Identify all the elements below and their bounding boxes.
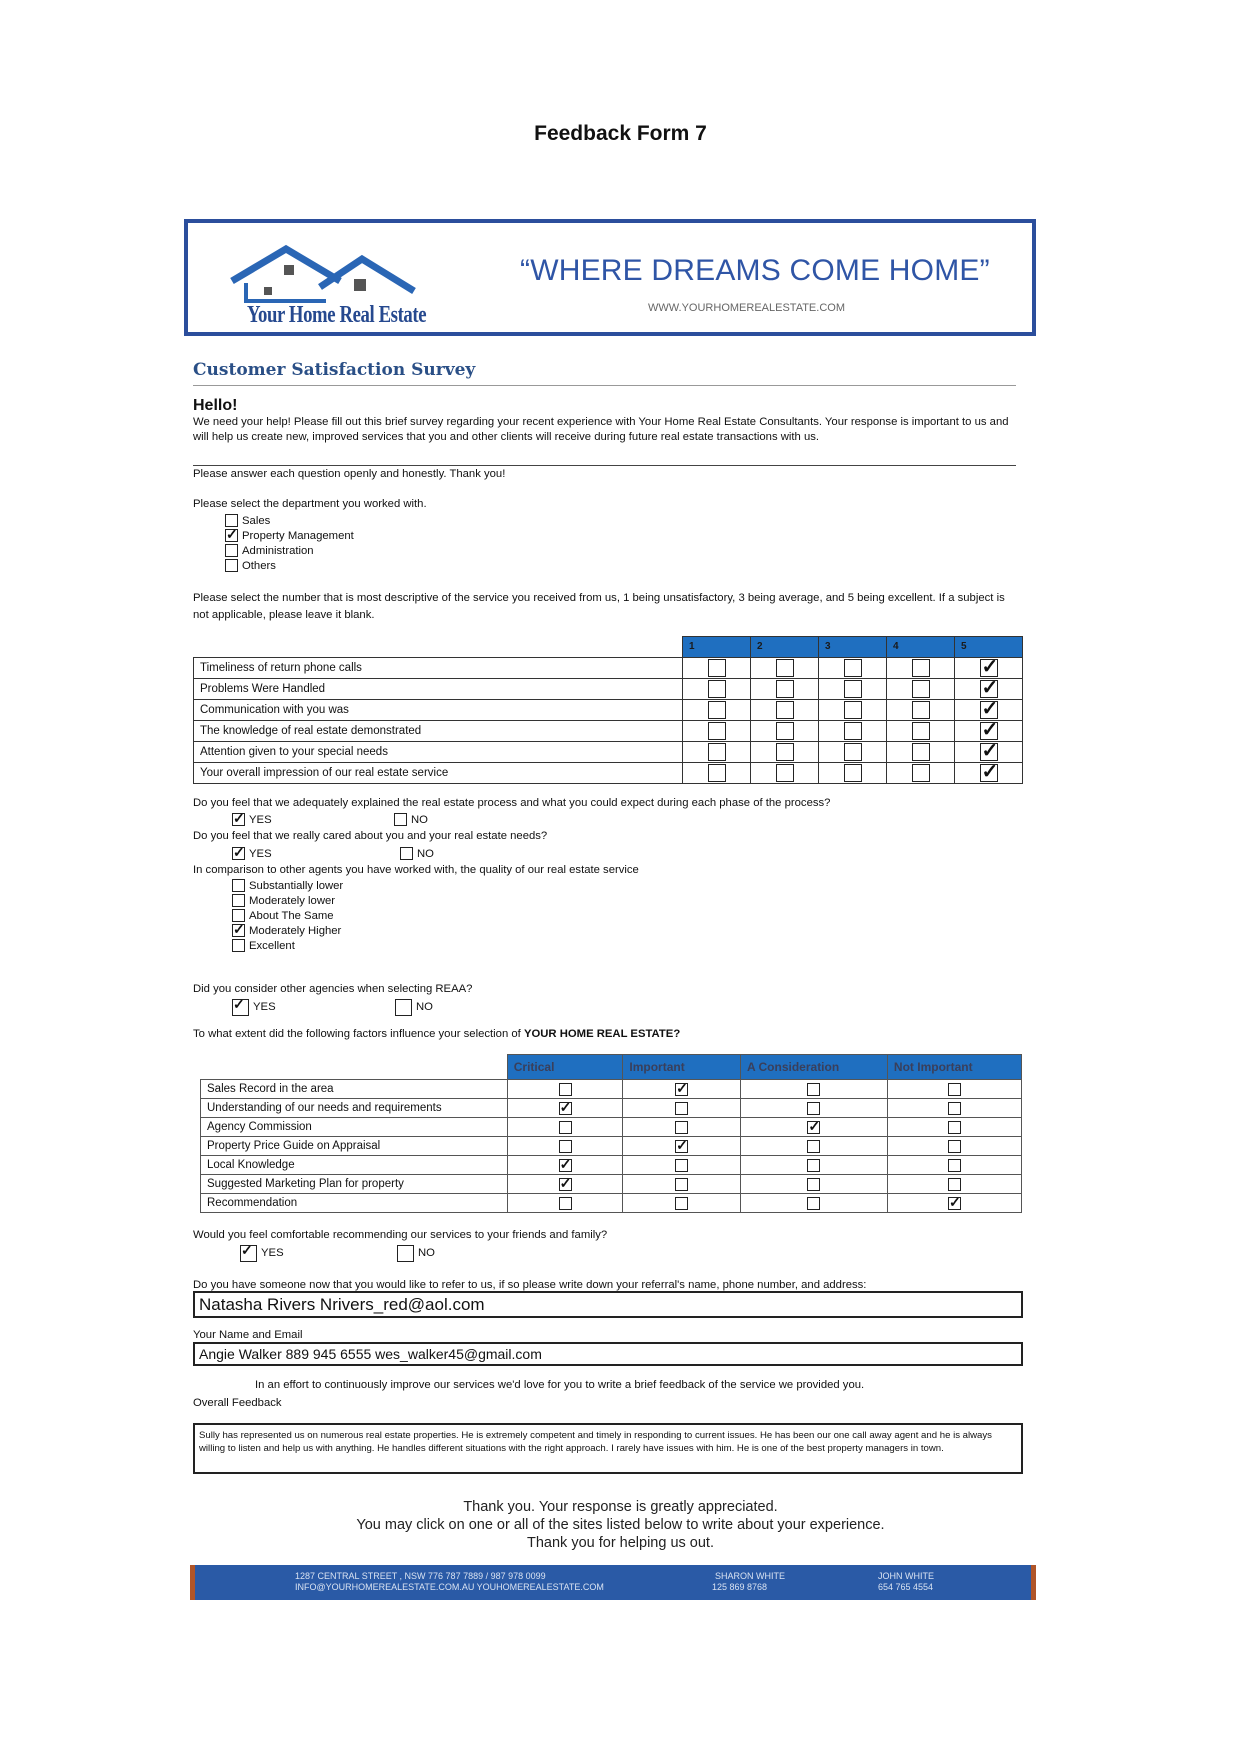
factor-checkbox[interactable] (807, 1159, 820, 1172)
checkbox[interactable] (240, 1245, 257, 1262)
factor-cell (740, 1137, 887, 1156)
rating-cell (683, 699, 751, 720)
factor-row-label: Sales Record in the area (201, 1080, 508, 1099)
factor-checkbox[interactable] (948, 1178, 961, 1191)
title-divider (193, 385, 1016, 386)
checkbox[interactable] (232, 847, 245, 860)
comparison-option[interactable]: About The Same (232, 908, 343, 923)
factor-cell (887, 1137, 1021, 1156)
rating-checkbox[interactable] (776, 764, 794, 782)
referral-field[interactable]: Natasha Rivers Nrivers_red@aol.com (193, 1291, 1023, 1318)
factor-row (201, 1080, 1022, 1099)
rating-checkbox[interactable] (844, 680, 862, 698)
rating-col-header: 4 (887, 637, 955, 658)
department-option[interactable]: Administration (225, 543, 354, 558)
rating-cell (819, 657, 887, 678)
factor-checkbox[interactable] (948, 1159, 961, 1172)
factor-checkbox[interactable] (807, 1102, 820, 1115)
factor-row (201, 1118, 1022, 1137)
factor-cell (507, 1099, 623, 1118)
factor-cell (623, 1175, 741, 1194)
rating-checkbox[interactable] (912, 743, 930, 761)
rating-checkbox[interactable] (912, 701, 930, 719)
thanks-line: You may click on one or all of the sites listed below to write about your experience. (356, 1517, 885, 1533)
rating-row (194, 678, 1023, 699)
factor-checkbox[interactable] (948, 1197, 961, 1210)
referral-question: Do you have someone now that you would like to refer to us, if so please write down your referral's name, phone number, and address: (193, 1279, 867, 1291)
factor-cell (507, 1175, 623, 1194)
cared-no[interactable]: NO (400, 846, 434, 861)
recommend-yes[interactable]: ✓ YES (240, 1244, 284, 1262)
recommend-no[interactable]: NO (397, 1244, 435, 1262)
rating-cell (955, 678, 1023, 699)
factor-checkbox[interactable] (559, 1140, 572, 1153)
factor-checkbox[interactable] (675, 1083, 688, 1096)
checkbox[interactable] (225, 559, 238, 572)
rating-cell (955, 741, 1023, 762)
survey-title: Customer Satisfaction Survey (193, 360, 476, 380)
rating-checkbox[interactable] (844, 764, 862, 782)
rating-cell (683, 657, 751, 678)
comparison-option[interactable]: ✓ Moderately Higher (232, 923, 343, 938)
checkbox[interactable] (232, 894, 245, 907)
tagline: “WHERE DREAMS COME HOME” (520, 254, 990, 287)
factor-checkbox[interactable] (948, 1102, 961, 1115)
rating-cell (683, 720, 751, 741)
factor-cell (507, 1137, 623, 1156)
rating-checkbox[interactable] (980, 764, 998, 782)
rating-checkbox[interactable] (844, 659, 862, 677)
factor-cell (623, 1080, 741, 1099)
factor-checkbox[interactable] (807, 1197, 820, 1210)
factor-cell (740, 1175, 887, 1194)
rating-checkbox[interactable] (776, 743, 794, 761)
factor-checkbox[interactable] (675, 1159, 688, 1172)
factor-cell (623, 1099, 741, 1118)
factor-checkbox[interactable] (948, 1083, 961, 1096)
factor-row-label: Recommendation (201, 1194, 508, 1213)
rating-cell (819, 720, 887, 741)
factor-checkbox[interactable] (807, 1121, 820, 1134)
footer-address: 1287 CENTRAL STREET , NSW 776 787 7889 / 987 978 0099 (295, 1571, 546, 1581)
factor-checkbox[interactable] (559, 1159, 572, 1172)
rating-checkbox[interactable] (980, 722, 998, 740)
rating-checkbox[interactable] (776, 701, 794, 719)
rating-row (194, 657, 1023, 678)
factor-checkbox[interactable] (675, 1102, 688, 1115)
rating-checkbox[interactable] (844, 743, 862, 761)
rating-cell (955, 699, 1023, 720)
factor-cell (887, 1118, 1021, 1137)
rating-cell (887, 720, 955, 741)
factor-row-label: Property Price Guide on Appraisal (201, 1137, 508, 1156)
rating-cell (683, 741, 751, 762)
intro-divider (193, 465, 1016, 466)
comparison-option[interactable]: Moderately lower (232, 893, 343, 908)
rating-col-header: 1 (683, 637, 751, 658)
factor-checkbox[interactable] (948, 1140, 961, 1153)
rating-row-label: Your overall impression of our real estate service (194, 762, 683, 783)
factor-row-label: Suggested Marketing Plan for property (201, 1175, 508, 1194)
factor-checkbox[interactable] (807, 1083, 820, 1096)
comparison-question: In comparison to other agents you have worked with, the quality of our real estate service (193, 864, 639, 876)
factor-checkbox[interactable] (675, 1121, 688, 1134)
explained-yes[interactable]: ✓ YES (232, 812, 272, 827)
department-options (225, 513, 354, 573)
factor-col-header: Important (623, 1055, 741, 1080)
name-email-label: Your Name and Email (193, 1329, 303, 1341)
rating-checkbox[interactable] (912, 680, 930, 698)
checkbox[interactable] (394, 813, 407, 826)
factor-checkbox[interactable] (559, 1083, 572, 1096)
rating-cell (751, 762, 819, 783)
rating-checkbox[interactable] (776, 722, 794, 740)
factor-row (201, 1175, 1022, 1194)
rating-row-label: Attention given to your special needs (194, 741, 683, 762)
footer-contact-name: JOHN WHITE (878, 1571, 934, 1581)
rating-row (194, 741, 1023, 762)
factor-row (201, 1156, 1022, 1175)
agencies-no[interactable]: NO (395, 998, 433, 1016)
rating-row (194, 720, 1023, 741)
factor-rows (201, 1080, 1022, 1213)
checkbox[interactable] (232, 939, 245, 952)
factor-row-label: Understanding of our needs and requirements (201, 1099, 508, 1118)
rating-cell (955, 657, 1023, 678)
rating-col-header: 2 (751, 637, 819, 658)
rating-cell (751, 720, 819, 741)
rating-cell (683, 678, 751, 699)
rating-cell (887, 678, 955, 699)
factor-row (201, 1194, 1022, 1213)
rating-rows (194, 657, 1023, 783)
checkbox[interactable] (395, 999, 412, 1016)
footer-emails: INFO@YOURHOMEREALESTATE.COM.AU YOUHOMEREALESTATE.COM (295, 1582, 604, 1592)
brand-name: Your Home Real Estate (247, 302, 427, 328)
factors-question: To what extent did the following factors influence your selection of YOUR HOME REAL ESTATE? (193, 1028, 681, 1040)
factor-cell (740, 1099, 887, 1118)
rating-cell (819, 699, 887, 720)
explained-no[interactable]: NO (394, 812, 428, 827)
rating-col-header: 5 (955, 637, 1023, 658)
rating-row-label: Communication with you was (194, 699, 683, 720)
rating-checkbox[interactable] (708, 722, 726, 740)
agencies-question: Did you consider other agencies when selecting REAA? (193, 983, 473, 995)
checkbox[interactable] (225, 544, 238, 557)
factor-checkbox[interactable] (559, 1121, 572, 1134)
rating-checkbox[interactable] (912, 722, 930, 740)
footer-bar (190, 1565, 1036, 1600)
factor-row (201, 1099, 1022, 1118)
factor-checkbox[interactable] (807, 1140, 820, 1153)
rating-checkbox[interactable] (912, 659, 930, 677)
hello-heading: Hello! (193, 397, 238, 414)
cared-yes[interactable]: ✓ YES (232, 846, 272, 861)
rating-checkbox[interactable] (980, 743, 998, 761)
checkbox[interactable] (232, 924, 245, 937)
factor-cell (507, 1080, 623, 1099)
factor-row-label: Local Knowledge (201, 1156, 508, 1175)
rating-checkbox[interactable] (980, 659, 998, 677)
department-question: Please select the department you worked with. (193, 498, 427, 510)
rating-cell (887, 762, 955, 783)
factor-cell (623, 1118, 741, 1137)
rating-checkbox[interactable] (708, 680, 726, 698)
answer-note: Please answer each question openly and honestly. Thank you! (193, 468, 506, 480)
comparison-option[interactable]: Substantially lower (232, 878, 343, 893)
factor-col-header: Critical (507, 1055, 623, 1080)
factor-col-header: Not Important (887, 1055, 1021, 1080)
department-option[interactable]: ✓ Property Management (225, 528, 354, 543)
factor-cell (887, 1156, 1021, 1175)
factor-row-label: Agency Commission (201, 1118, 508, 1137)
house-logo-icon (228, 243, 424, 307)
rating-cell (751, 657, 819, 678)
factor-checkbox[interactable] (948, 1121, 961, 1134)
department-option[interactable]: Others (225, 558, 354, 573)
factor-checkbox[interactable] (807, 1178, 820, 1191)
feedback-label: Overall Feedback (193, 1397, 282, 1409)
factor-cell (740, 1118, 887, 1137)
rating-cell (819, 741, 887, 762)
rating-checkbox[interactable] (708, 743, 726, 761)
rating-checkbox[interactable] (776, 680, 794, 698)
rating-checkbox[interactable] (708, 764, 726, 782)
page-title: Feedback Form 7 (534, 122, 707, 145)
factor-cell (887, 1194, 1021, 1213)
rating-cell (819, 678, 887, 699)
rating-checkbox[interactable] (708, 659, 726, 677)
rating-checkbox[interactable] (912, 764, 930, 782)
rating-checkbox[interactable] (708, 701, 726, 719)
factor-checkbox[interactable] (675, 1178, 688, 1191)
rating-cell (819, 762, 887, 783)
agencies-yes[interactable]: ✓ YES (232, 998, 276, 1016)
website-url: WWW.YOURHOMEREALESTATE.COM (648, 302, 845, 314)
factor-cell (623, 1137, 741, 1156)
factor-checkbox[interactable] (675, 1197, 688, 1210)
department-option[interactable]: Sales (225, 513, 354, 528)
checkbox[interactable] (232, 879, 245, 892)
footer-contact-phone: 125 869 8768 (712, 1582, 768, 1592)
rating-checkbox[interactable] (980, 701, 998, 719)
factor-cell (740, 1194, 887, 1213)
comparison-option[interactable]: Excellent (232, 938, 343, 953)
explained-question: Do you feel that we adequately explained the real estate process and what you could expect during each phase of the process? (193, 797, 831, 809)
factor-row (201, 1137, 1022, 1156)
factor-col-header: A Consideration (740, 1055, 887, 1080)
rating-checkbox[interactable] (980, 680, 998, 698)
recommend-question: Would you feel comfortable recommending our services to your friends and family? (193, 1229, 608, 1241)
thanks-line: Thank you for helping us out. (526, 1535, 714, 1551)
rating-cell (683, 762, 751, 783)
factor-cell (740, 1080, 887, 1099)
rating-row (194, 699, 1023, 720)
factor-cell (887, 1175, 1021, 1194)
rating-table (193, 636, 1023, 784)
factor-cell (507, 1194, 623, 1213)
rating-row-label: Problems Were Handled (194, 678, 683, 699)
checkbox[interactable] (397, 1245, 414, 1262)
intro-text: We need your help! Please fill out this brief survey regarding your recent experience with Your Home Real Estate Consultants. Your response is important to us and will help us create new, improved services that you and other clients will receive during future real estate transactions with us. (193, 416, 1009, 443)
factor-checkbox[interactable] (559, 1102, 572, 1115)
factor-cell (507, 1118, 623, 1137)
rating-row-label: The knowledge of real estate demonstrated (194, 720, 683, 741)
rating-cell (887, 741, 955, 762)
rating-cell (751, 678, 819, 699)
thanks-line: Thank you. Your response is greatly appreciated. (463, 1499, 778, 1515)
rating-cell (955, 762, 1023, 783)
comparison-options (232, 878, 343, 953)
checkbox[interactable] (232, 999, 249, 1016)
rating-cell (887, 699, 955, 720)
footer-contact-name: SHARON WHITE (715, 1571, 786, 1581)
checkbox[interactable] (400, 847, 413, 860)
factor-cell (623, 1194, 741, 1213)
rating-col-header: 3 (819, 637, 887, 658)
footer-contact-phone: 654 765 4554 (878, 1582, 934, 1592)
checkbox[interactable] (225, 529, 238, 542)
rating-cell (751, 741, 819, 762)
factor-cell (507, 1156, 623, 1175)
rating-instruction: Please select the number that is most descriptive of the service you received from us, 1 being unsatisfactory, 3 being average, and 5 being excellent. If a subject is not applicable, please leave it blank. (193, 592, 1005, 621)
feedback-intro: In an effort to continuously improve our services we'd love for you to write a brief feedback of the service we provided you. (255, 1379, 865, 1391)
rating-checkbox[interactable] (844, 722, 862, 740)
rating-checkbox[interactable] (844, 701, 862, 719)
rating-checkbox[interactable] (776, 659, 794, 677)
factor-cell (887, 1080, 1021, 1099)
factor-cell (887, 1099, 1021, 1118)
factor-checkbox[interactable] (559, 1178, 572, 1191)
factors-table (200, 1054, 1022, 1213)
factor-cell (740, 1156, 887, 1175)
factor-checkbox[interactable] (559, 1197, 572, 1210)
thank-you-block (0, 1498, 1241, 1552)
rating-row-label: Timeliness of return phone calls (194, 657, 683, 678)
cared-question: Do you feel that we really cared about you and your real estate needs? (193, 830, 548, 842)
name-email-field[interactable]: Angie Walker 889 945 6555 wes_walker45@gmail.com (193, 1342, 1023, 1366)
rating-cell (887, 657, 955, 678)
rating-cell (751, 699, 819, 720)
rating-row (194, 762, 1023, 783)
feedback-field[interactable]: Sully has represented us on numerous real estate properties. He is extremely competent and timely in responding to current issues. He has been our one call away agent and he is always willing to listen and help us with anything. He handles different situations with the right approach. I rarely have issues with him. He is one of the best property managers in town. (193, 1423, 1023, 1474)
checkbox[interactable] (232, 813, 245, 826)
factor-cell (623, 1156, 741, 1175)
rating-cell (955, 720, 1023, 741)
factor-checkbox[interactable] (675, 1140, 688, 1153)
